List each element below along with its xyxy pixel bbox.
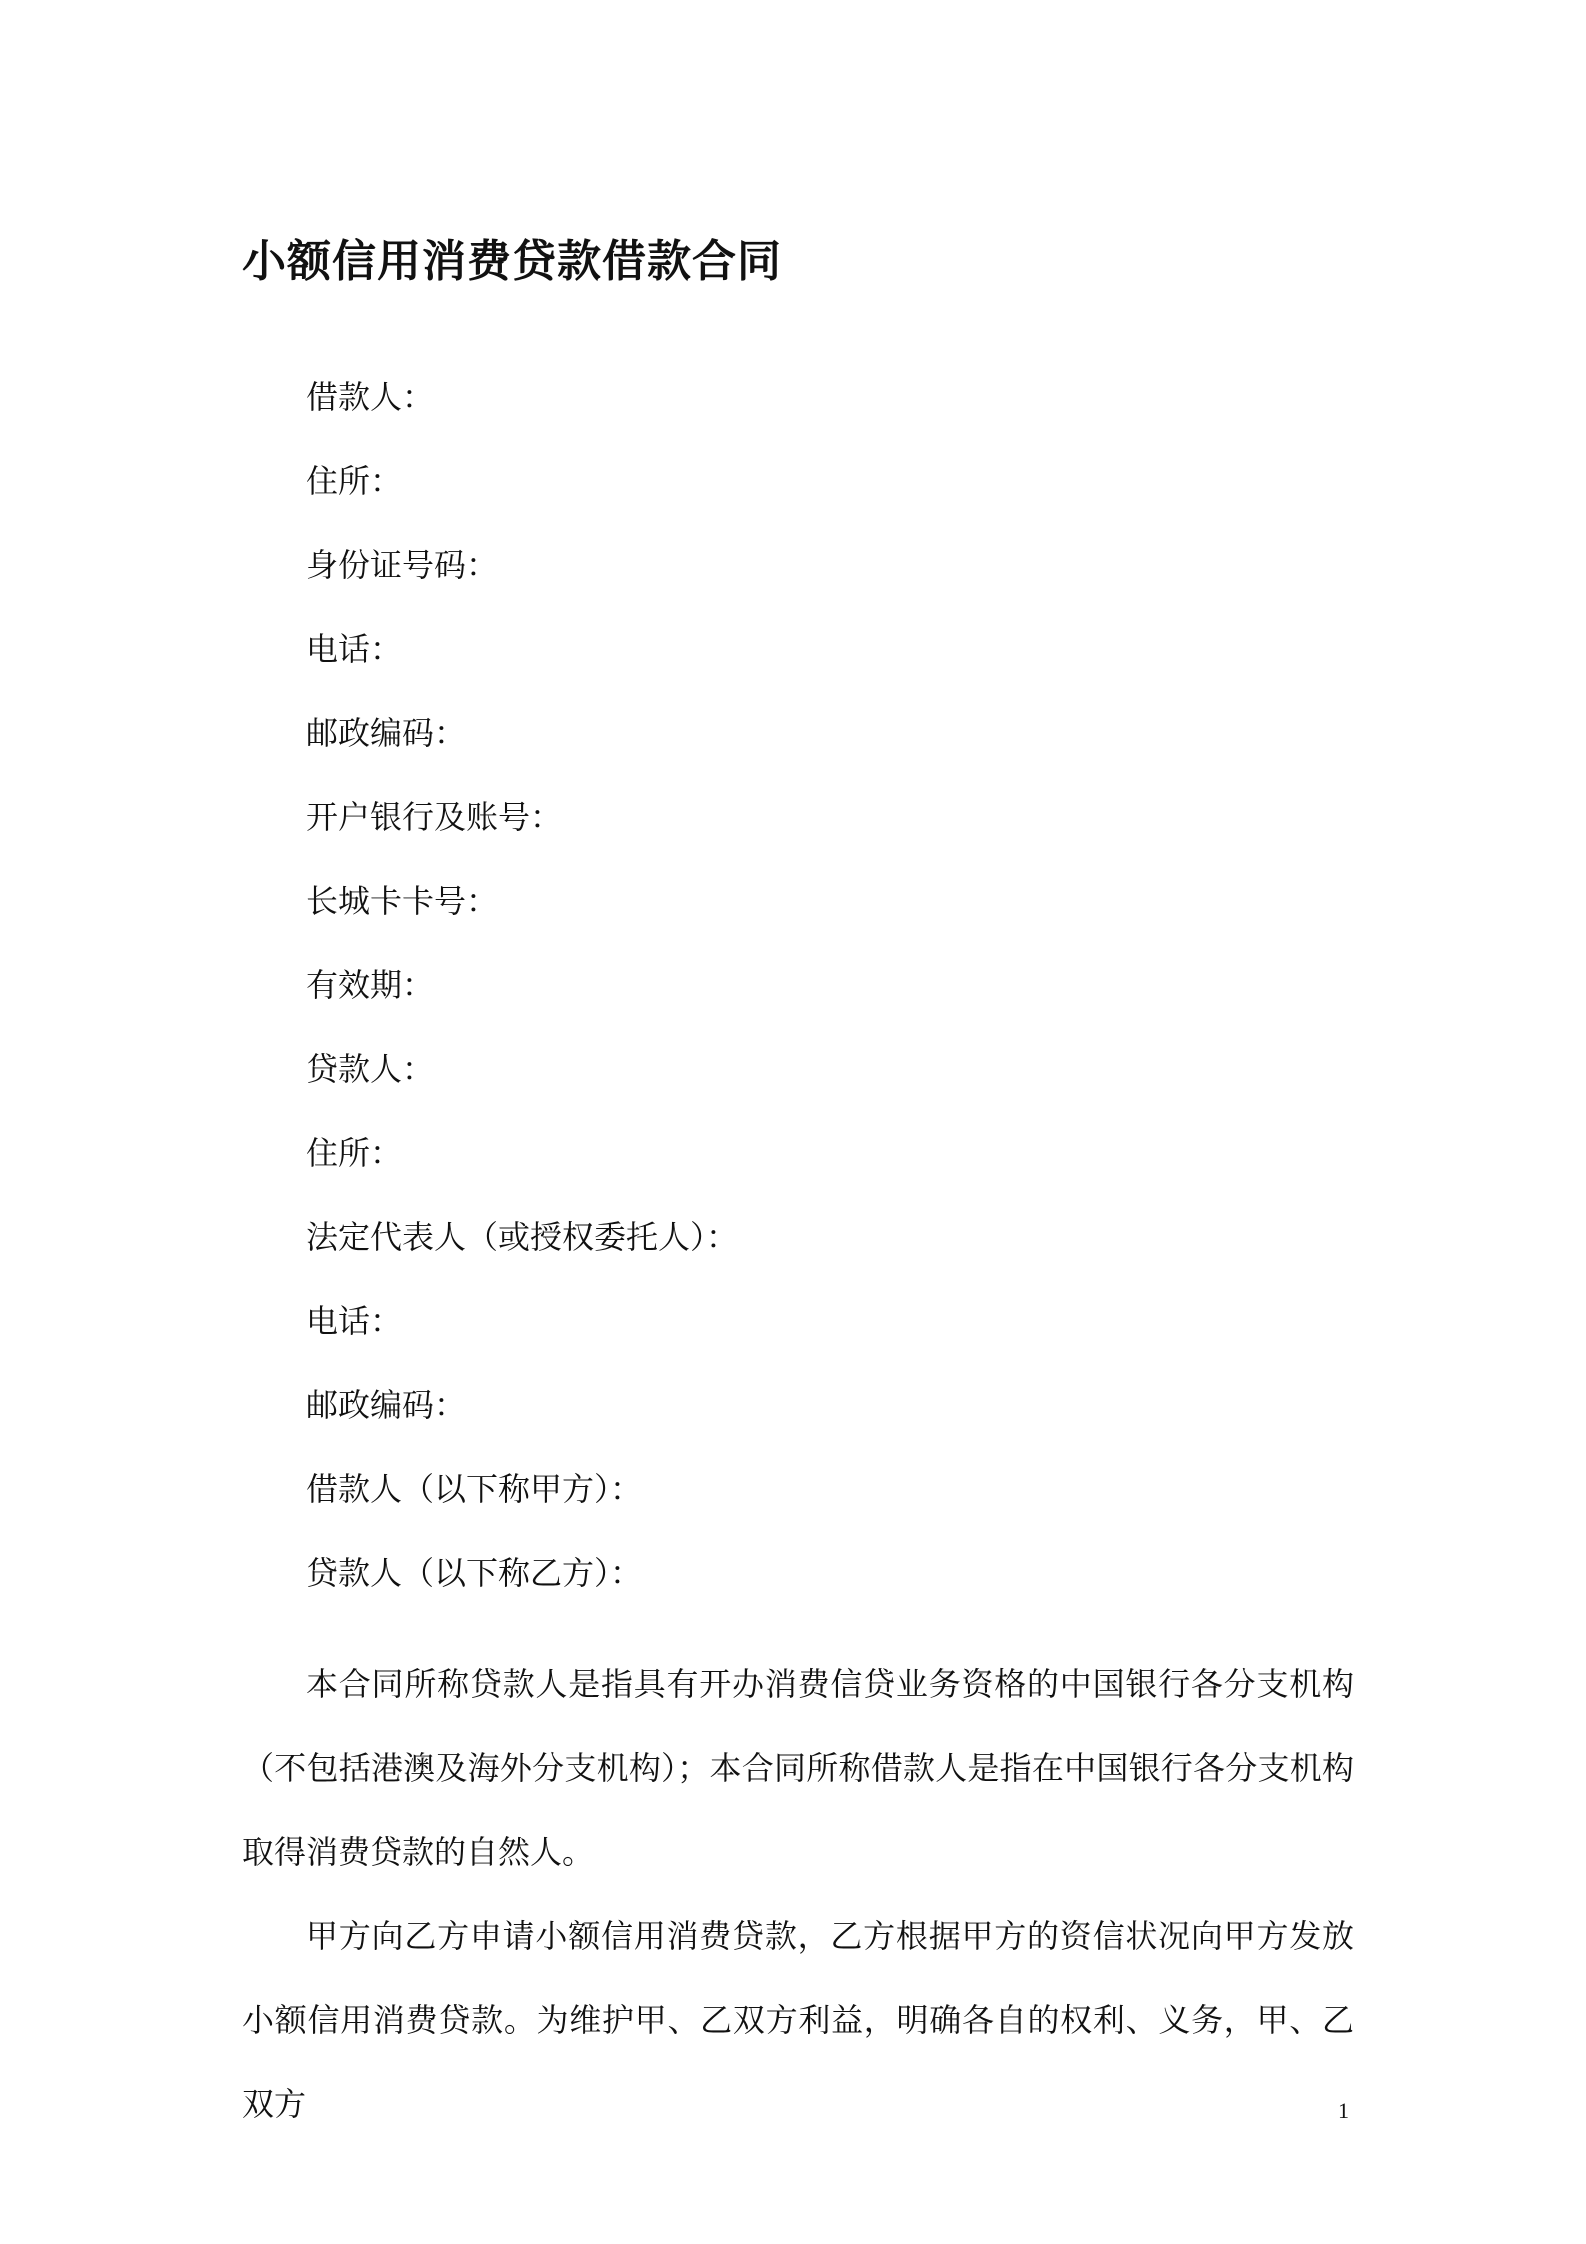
field-legal-representative: 法定代表人（或授权委托人）：: [306, 1218, 739, 1256]
contract-body: [242, 1642, 1354, 2146]
field-lender-postcode: 邮政编码：: [306, 1386, 467, 1424]
party-info-list: [306, 355, 738, 1615]
field-borrower-phone: 电话：: [306, 630, 403, 668]
paragraph-purpose: 甲方向乙方申请小额信用消费贷款，乙方根据甲方的资信状况向甲方发放小额信用消费贷款。为维护甲、乙双方利益，明确各自的权利、义务，甲、乙双方: [242, 1917, 1354, 2123]
field-great-wall-card: 长城卡卡号：: [306, 882, 499, 920]
field-lender-phone: 电话：: [306, 1302, 403, 1340]
field-lender-address: 住所：: [306, 1134, 403, 1172]
field-party-b: 贷款人（以下称乙方）：: [306, 1554, 643, 1592]
field-validity: 有效期：: [306, 966, 435, 1004]
field-bank-account: 开户银行及账号：: [306, 798, 563, 836]
document-title: 小额信用消费贷款借款合同: [242, 236, 782, 287]
field-borrower-postcode: 邮政编码：: [306, 714, 467, 752]
field-lender: 贷款人：: [306, 1050, 435, 1088]
field-party-a: 借款人（以下称甲方）：: [306, 1470, 643, 1508]
field-borrower-address: 住所：: [306, 462, 403, 500]
field-id-number: 身份证号码：: [306, 546, 499, 584]
field-borrower: 借款人：: [306, 378, 435, 416]
page-number: 1: [1338, 2098, 1349, 2123]
paragraph-definitions: 本合同所称贷款人是指具有开办消费信贷业务资格的中国银行各分支机构（不包括港澳及海外分支机构）；本合同所称借款人是指在中国银行各分支机构取得消费贷款的自然人。: [242, 1665, 1354, 1871]
